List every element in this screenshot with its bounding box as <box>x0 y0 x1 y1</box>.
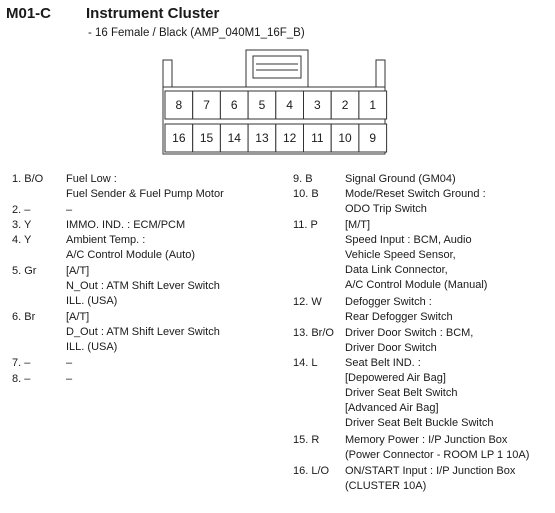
pin-entry <box>4 372 72 387</box>
pin-number-label: 6 <box>230 98 238 112</box>
pin-number-label: 11 <box>311 131 324 145</box>
connector-latch-inner <box>253 56 301 78</box>
pin-description-line: Vehicle Speed Sensor, <box>345 249 456 262</box>
pin-number: 10. B <box>293 188 319 201</box>
pin-description-line: Memory Power : I/P Junction Box <box>345 433 508 446</box>
pin-number: 7. – <box>12 357 31 370</box>
pin-number: 8. – <box>12 372 31 385</box>
pin-description-line: Signal Ground (GM04) <box>345 173 456 185</box>
pin-entry <box>285 218 487 293</box>
pin-entry <box>285 187 486 217</box>
pin-number-label: 12 <box>282 131 297 145</box>
pin-number-label: 2 <box>341 98 349 112</box>
pin-number: 9. B <box>293 173 313 185</box>
pin-description-line: Mode/Reset Switch Ground : <box>345 188 486 201</box>
pin-description-line: – <box>66 203 73 216</box>
pin-number: 15. R <box>293 433 320 446</box>
pin-description-line: Fuel Sender & Fuel Pump Motor <box>66 188 224 200</box>
pin-description-line: ODO Trip Switch <box>345 203 427 216</box>
connector-id: M01-C <box>6 5 52 22</box>
pin-entry <box>285 172 456 187</box>
pin-entry <box>285 464 515 494</box>
pin-description-line: [A/T] <box>66 311 90 324</box>
pin-entry <box>285 326 473 356</box>
pin-entry <box>4 310 220 355</box>
pin-entry <box>4 356 72 371</box>
pin-description-line: [M/T] <box>345 219 371 232</box>
pin-number: 2. – <box>12 203 31 216</box>
pin-number-label: 10 <box>338 131 352 145</box>
pin-number: 14. L <box>293 357 318 370</box>
pin-description-line: IMMO. IND. : ECM/PCM <box>66 219 186 232</box>
pin-number: 13. Br/O <box>293 326 334 339</box>
pin-number-label: 14 <box>227 131 241 145</box>
pin-description-line: ILL. (USA) <box>66 295 118 308</box>
pin-number-label: 16 <box>172 131 186 145</box>
pin-entry <box>4 233 195 263</box>
pin-entry <box>285 356 494 431</box>
pin-description-line: – <box>66 357 73 370</box>
pin-description-line: [A/T] <box>66 265 90 278</box>
pin-number-label: 8 <box>175 98 183 112</box>
pin-description-line: Seat Belt IND. : <box>345 357 421 370</box>
pin-description-line: A/C Control Module (Auto) <box>66 249 195 262</box>
pin-description-line: [Depowered Air Bag] <box>345 372 446 385</box>
pin-description-line: (Power Connector - ROOM LP 1 10A) <box>345 448 530 461</box>
pin-number: 12. W <box>293 295 322 308</box>
connector-spec: - 16 Female / Black (AMP_040M1_16F_B) <box>88 27 305 39</box>
pin-description-line: Data Link Connector, <box>345 264 448 277</box>
connector-latch-ridge <box>256 64 298 70</box>
pin-description-line: Driver Door Switch : BCM, <box>345 326 474 339</box>
pin-description-line: Speed Input : BCM, Audio <box>345 234 472 247</box>
pin-description-line: Driver Door Switch <box>345 341 437 354</box>
pin-description-line: Fuel Low : <box>66 173 117 185</box>
pin-number-label: 5 <box>258 98 266 112</box>
pin-number-label: 13 <box>255 131 269 145</box>
pin-description-line: Rear Defogger Switch <box>345 310 453 323</box>
pin-description-line: N_Out : ATM Shift Lever Switch <box>66 280 220 293</box>
pin-entry <box>285 295 453 325</box>
pin-description-line: Driver Seat Belt Buckle Switch <box>345 417 494 430</box>
pin-entry <box>4 264 220 309</box>
pin-description-line: Defogger Switch : <box>345 295 432 308</box>
pin-entry <box>4 203 72 218</box>
pin-number: 5. Gr <box>12 265 37 278</box>
pin-description-line: A/C Control Module (Manual) <box>345 279 488 292</box>
pin-entry <box>285 433 529 463</box>
pin-number-label: 9 <box>369 131 377 145</box>
pin-entry <box>4 218 185 233</box>
page-title: Instrument Cluster <box>86 5 220 22</box>
pin-number: 16. L/O <box>293 464 330 477</box>
pin-description-line: ON/START Input : I/P Junction Box <box>345 464 516 477</box>
pin-number-label: 1 <box>369 98 377 112</box>
pin-number: 11. P <box>293 219 318 232</box>
pin-description-line: (CLUSTER 10A) <box>345 479 427 492</box>
pin-number: 4. Y <box>12 234 32 247</box>
pin-description-line: D_Out : ATM Shift Lever Switch <box>66 326 220 339</box>
pin-description-line: – <box>66 372 73 385</box>
pin-number-label: 15 <box>199 131 214 145</box>
connector-diagram <box>0 0 555 160</box>
pin-number: 6. Br <box>12 311 36 324</box>
pin-number-label: 4 <box>286 98 293 112</box>
pin-entry <box>4 172 224 202</box>
pin-number: 3. Y <box>12 219 32 232</box>
pin-description-line: [Advanced Air Bag] <box>345 402 439 415</box>
pin-number-label: 3 <box>314 98 321 112</box>
pin-description-line: Driver Seat Belt Switch <box>345 387 458 400</box>
pin-number-label: 7 <box>203 98 210 112</box>
pin-description-line: ILL. (USA) <box>66 341 118 354</box>
pin-number: 1. B/O <box>12 173 44 185</box>
pin-description-line: Ambient Temp. : <box>66 234 146 247</box>
